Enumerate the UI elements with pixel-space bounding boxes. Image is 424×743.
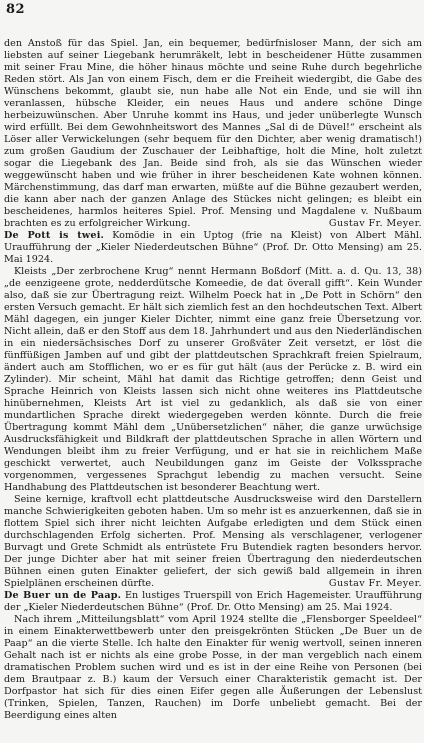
author-signature: Gustav Fr. Meyer.	[328, 578, 422, 589]
paragraph-text: den Anstoß für das Spiel. Jan, ein bequemer, bedürfnisloser Mann, der sich am liebsten auf seiner Liegebank herumräkelt, lebt in bescheidener Hütte zusammen mit seiner Frau Mine, die höher hinaus möchte und seine Ruhe durch begehrliche Reden stört. Als Jan von einem Fisch, dem er die Freiheit wiedergibt, die Gabe des Wünschens bekommt, glaubt sie, nun habe alle Not ein Ende, und sie will ihn veranlassen, hübsche Kleider, ein neues Haus und andere schöne Dinge herbeizuwünschen. Aber Unruhe kommt ins Haus, und jeder unüberlegte Wunsch wird erfüllt. Bei dem Gewohnheitswort des Mannes „Sal di de Düvel!“ erscheint als Löser aller Verwickelungen (sehr bequem für den Dichter, aber wenig dramatisch!) zum großen Gaudium der Zuschauer der Leibhaftige, holt die Mine, holt zuletzt sogar die Liegebank des Jan. Beide sind froh, als sie das Wünschen wieder weggewünscht haben und wie früher in ihrer bescheidenen Kate wohnen können. Märchenstimmung, das darf man erwarten, müßte auf die Bühne gezaubert werden, die kann aber nach der ganzen Anlage des Stückes nicht gelingen; es bleibt ein bescheidenes, harmlos heiteres Spiel. Prof. Mensing und Magdalene v. Nußbaum brachten es zu erfolgreicher Wirkung.	[4, 38, 422, 229]
body-text	[4, 38, 422, 722]
paragraph	[4, 614, 422, 722]
paragraph	[4, 38, 422, 230]
paragraph-text: Kleists „Der zerbrochene Krug“ nennt Hermann Boßdorf (Mitt. a. d. Qu. 13, 38) „de eenzigeene grote, nedderdütsche Komeedie, de dat överall gifft“. Kein Wunder also, daß sie zur Übertragung reizt. Wilhelm Poeck hat in „De Pott in Schörn“ den ersten Versuch gemacht. Er hält sich ziemlich fest an den hochdeutschen Text. Albert Mähl dagegen, ein junger Kieler Dichter, nimmt eine ganz freie Übersetzung vor. Nicht allein, daß er den Stoff aus dem 18. Jahrhundert und aus den Niederländischen in ein niedersächsisches Dorf zu unserer Großväter Zeit versetzt, er löst die fünffüßigen Jamben auf und gibt der plattdeutschen Sprachkraft freien Spielraum, ändert auch am Stofflichen, wo er es für gut hält (aus der Perücke z. B. wird ein Zylinder). Mir scheint, Mähl hat damit das Richtige getroffen; denn Geist und Sprache Heinrich von Kleists lassen sich nicht ohne weiteres ins Plattdeutsche hinübernehmen, Kleists Art ist viel zu gedanklich, als daß sie von einer mundartlichen Sprache direkt wiedergegeben werden könnte. Durch die freie Übertragung kommt Mähl dem „Unübersetzlichen“ näher, die ganze urwüchsige Ausdrucksfähigkeit und Bildkraft der plattdeutschen Sprache in allen Wörtern und Wendungen bleibt ihm zu freier Verfügung, und er hat sie in reichlichem Maße geschickt verwertet, auch Neubildungen ganz im Geiste der Volkssprache vorgenommen, vergessenes Sprachgut lebendig zu machen versucht. Seine Handhabung des Plattdeutschen ist besonderer Beachtung wert.	[4, 266, 422, 493]
paragraph	[4, 590, 422, 614]
paragraph	[4, 266, 422, 494]
paragraph	[4, 494, 422, 590]
paragraph-text: Nach ihrem „Mitteilungsblatt“ vom April 1924 stellte die „Flensborger Speeldeel“ in einem Einakterwettbewerb unter den preisgekrönten Stücken „De Buer un de Paap“ an die vierte Stelle. Ich halte den Einakter für wenig wertvoll, seinen inneren Gehalt nach ist er nichts als eine grobe Posse, in der man vergeblich nach einem dramatischen Problem suchen wird und es ist in der eine Reihe von Personen (bei dem Brautpaar z. B.) kaum der Versuch einer Charakteristik gemacht ist. Der Dorfpastor hat sich für dies einen Eifer gegen alle Äußerungen der Lebenslust (Trinken, Spielen, Tanzen, Rauchen) im Dorfe unbeliebt gemacht. Bei der Beerdigung eines alten	[4, 614, 422, 721]
page-number: 82	[6, 2, 26, 17]
review-heading: De Pott is twei.	[4, 230, 105, 241]
paragraph-text: En lustiges Truerspill von Erich Hagemeister. Uraufführung der „Kieler Niederdeutschen Bühne“ (Prof. Dr. Otto Mensing) am 25. Mai 1924.	[4, 590, 423, 613]
author-signature: Gustav Fr. Meyer.	[328, 218, 422, 229]
paragraph-text: Komödie in ein Uptog (frie na Kleist) von Albert Mähl. Uraufführung der „Kieler Niederdeutschen Bühne“ (Prof. Dr. Otto Mensing) am 25. Mai 1924.	[4, 230, 422, 265]
review-heading: De Buer un de Paap.	[4, 590, 122, 601]
paragraph-text: Seine kernige, kraftvoll echt plattdeutsche Ausdrucksweise wird den Darstellern manche Schwierigkeiten geboten haben. Um so mehr ist es anzuerkennen, daß sie in flottem Spiel sich ihrer nicht leichten Aufgabe erledigten und dem Stück einen durchschlagenden Erfolg sicherten. Prof. Mensing als verschlagener, verlogener Burvagt und Grete Schmidt als entrüstete Fru Butendiek ragten besonders hervor. Der junge Dichter aber hat mit seiner freien Übertragung den niederdeutschen Bühnen einen guten Einakter geliefert, der sich gewiß bald allgemein in ihren Spielplänen erscheinen dürfte.	[4, 494, 422, 589]
paragraph	[4, 230, 422, 266]
